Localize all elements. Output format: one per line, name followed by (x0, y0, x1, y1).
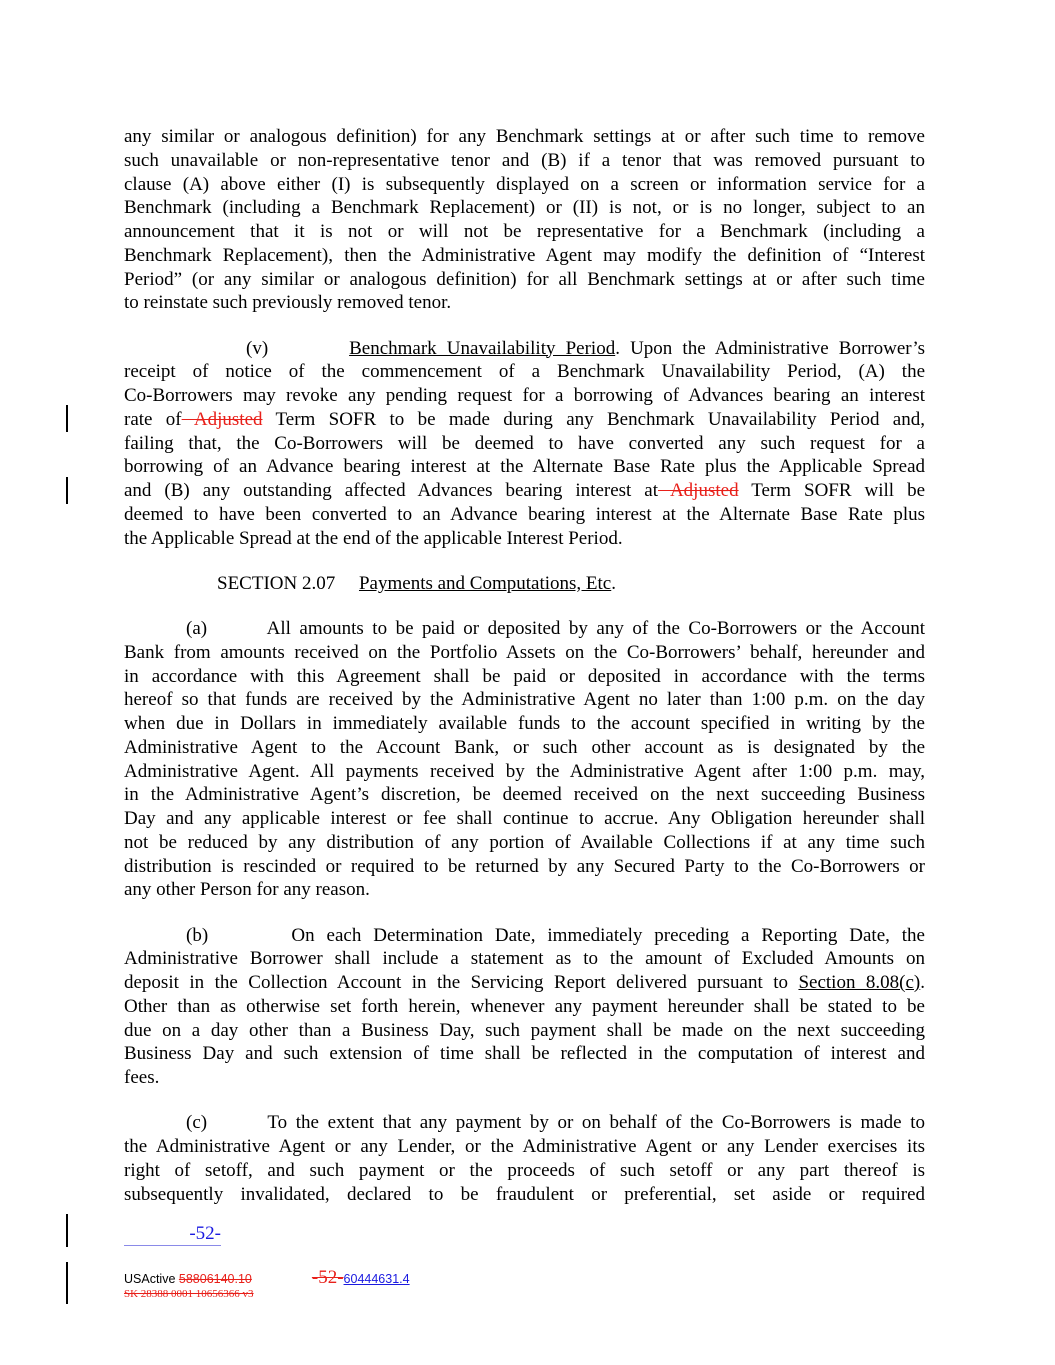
text-line: deemed to have been converted to an Advance bearing interest at the Alternate Base Rate plus (124, 503, 925, 525)
text-line (124, 479, 925, 503)
text-line: announcement that it is not or will not be representative for a Benchmark (including a (124, 221, 925, 242)
text-segment: Term SOFR will be (738, 480, 926, 501)
deleted-page-number: -52- (311, 1267, 344, 1288)
underlined-text: Section 8.08(c) (798, 972, 921, 993)
text-line: the Administrative Agent or any Lender, or the Administrative Agent or any Lender exercises its (124, 1136, 925, 1157)
text-line (124, 408, 925, 432)
text-line: distribution is rescinded or required to be returned by any Secured Party to the Co-Borrowers or (124, 855, 925, 877)
text-line: borrowing of an Advance bearing interest at the Alternate Base Rate plus the Applicable Spread (124, 456, 925, 478)
doc-prefix: USActive (124, 1272, 179, 1286)
text-line: receipt of notice of the commencement of a Benchmark Unavailability Period, (A) the (124, 361, 925, 383)
text-line: any other Person for any reason. (124, 879, 370, 901)
deleted-doc-id: 58806140.10 (178, 1272, 252, 1286)
underlined-text: Payments and Computations, Etc (358, 572, 612, 594)
text-line: hereof so that funds are received by the Administrative Agent no later than 1:00 p.m. on the day (124, 689, 925, 711)
text-line: subsequently invalidated, declared to be fraudulent or preferential, set aside or required (124, 1183, 925, 1205)
text-line: Bank from amounts received on the Portfolio Assets on the Co-Borrowers’ behalf, hereunder and (124, 641, 925, 663)
change-bar (66, 1214, 68, 1247)
underlined-text: Benchmark Unavailability Period (349, 337, 616, 359)
paragraph (124, 337, 925, 551)
page-number: -52- (124, 1223, 221, 1246)
text-line: (b) On each Determination Date, immediately preceding a Reporting Date, the (186, 924, 925, 946)
text-line: Administrative Borrower shall include a statement as to the amount of Excluded Amounts on (124, 948, 925, 970)
text-line (124, 971, 925, 995)
text-segment: and (B) any outstanding affected Advances bearing interest at (124, 480, 659, 501)
text-line: in accordance with this Agreement shall be paid or deposited in accordance with the terms (124, 665, 925, 687)
paragraph (124, 125, 925, 315)
text-line: Other than as otherwise set forth herein, whenever any payment hereunder shall be stated to be (124, 995, 925, 1017)
text-segment: (v) (246, 337, 350, 359)
text-segment: rate of (124, 408, 182, 430)
paragraph (124, 1111, 925, 1206)
text-line: Administrative Agent to the Account Bank, or such other account as is designated by the (124, 736, 925, 758)
text-segment: . (611, 572, 616, 594)
text-line: any similar or analogous definition) for any Benchmark settings at or after such time to remove (124, 126, 925, 147)
text-line: Period” (or any similar or analogous definition) for all Benchmark settings at or after such time (124, 268, 925, 290)
text-line: clause (A) above either (I) is subsequently displayed on a screen or information service for a (124, 173, 925, 195)
document-body (124, 125, 925, 1228)
text-line: due on a day other than a Business Day, such payment shall be made on the next succeeding (124, 1019, 925, 1041)
inserted-doc-id: 60444631.4 (343, 1272, 410, 1286)
text-line: right of setoff, and such payment or the proceeds of such setoff or any part thereof is (124, 1159, 925, 1181)
change-bar (66, 1262, 68, 1304)
text-segment: . Upon the Administrative Borrower’s (615, 337, 925, 359)
text-line (124, 337, 925, 361)
text-line: (a) All amounts to be paid or deposited by any of the Co-Borrowers or the Account (186, 618, 925, 639)
text-line: Administrative Agent. All payments received by the Administrative Agent after 1:00 p.m. may, (124, 760, 925, 782)
change-bar (66, 405, 68, 432)
text-segment: SECTION 2.07 (217, 572, 359, 594)
text-line: to reinstate such previously removed tenor. (124, 292, 452, 314)
text-line: Day and any applicable interest or fee shall continue to accrue. Any Obligation hereunder shall (124, 808, 925, 829)
text-line: such unavailable or non-representative tenor and (B) if a tenor that was removed pursuant to (124, 149, 925, 171)
text-line: Benchmark Replacement), then the Administrative Agent may modify the definition of “Interest (124, 244, 925, 266)
paragraph (124, 924, 925, 1090)
text-line: fees. (124, 1067, 160, 1088)
text-line: the Applicable Spread at the end of the applicable Interest Period. (124, 527, 623, 549)
paragraph (124, 572, 925, 596)
deleted-text: Adjusted (658, 480, 739, 501)
paragraph (124, 617, 925, 902)
footer-doc-id (124, 1267, 410, 1289)
change-bar (66, 477, 68, 504)
text-line: Benchmark (including a Benchmark Replacement) or (II) is not, or is no longer, subject to an (124, 197, 925, 219)
text-line: Co-Borrowers may revoke any pending request for a borrowing of Advances bearing an interest (124, 385, 925, 406)
text-line: failing that, the Co-Borrowers will be deemed to have converted any such request for a (124, 432, 925, 454)
text-line: when due in Dollars in immediately available funds to the account specified in writing by the (124, 713, 925, 734)
deleted-ref: SK 28388 0001 10656366 v3 (124, 1288, 254, 1300)
text-line: Business Day and such extension of time shall be reflected in the computation of interest and (124, 1043, 925, 1065)
deleted-text: Adjusted (181, 408, 263, 430)
text-line: not be reduced by any distribution of any portion of Available Collections if at any time such (124, 831, 925, 853)
text-line: in the Administrative Agent’s discretion, be deemed received on the next succeeding Business (124, 784, 925, 806)
text-segment: . (920, 972, 926, 993)
text-segment: deposit in the Collection Account in the Servicing Report delivered pursuant to (124, 972, 799, 993)
text-line (124, 572, 925, 596)
text-segment: Term SOFR to be made during any Benchmark Unavailability Period and, (262, 408, 925, 430)
text-line: (c) To the extent that any payment by or on behalf of the Co-Borrowers is made to (186, 1112, 925, 1134)
